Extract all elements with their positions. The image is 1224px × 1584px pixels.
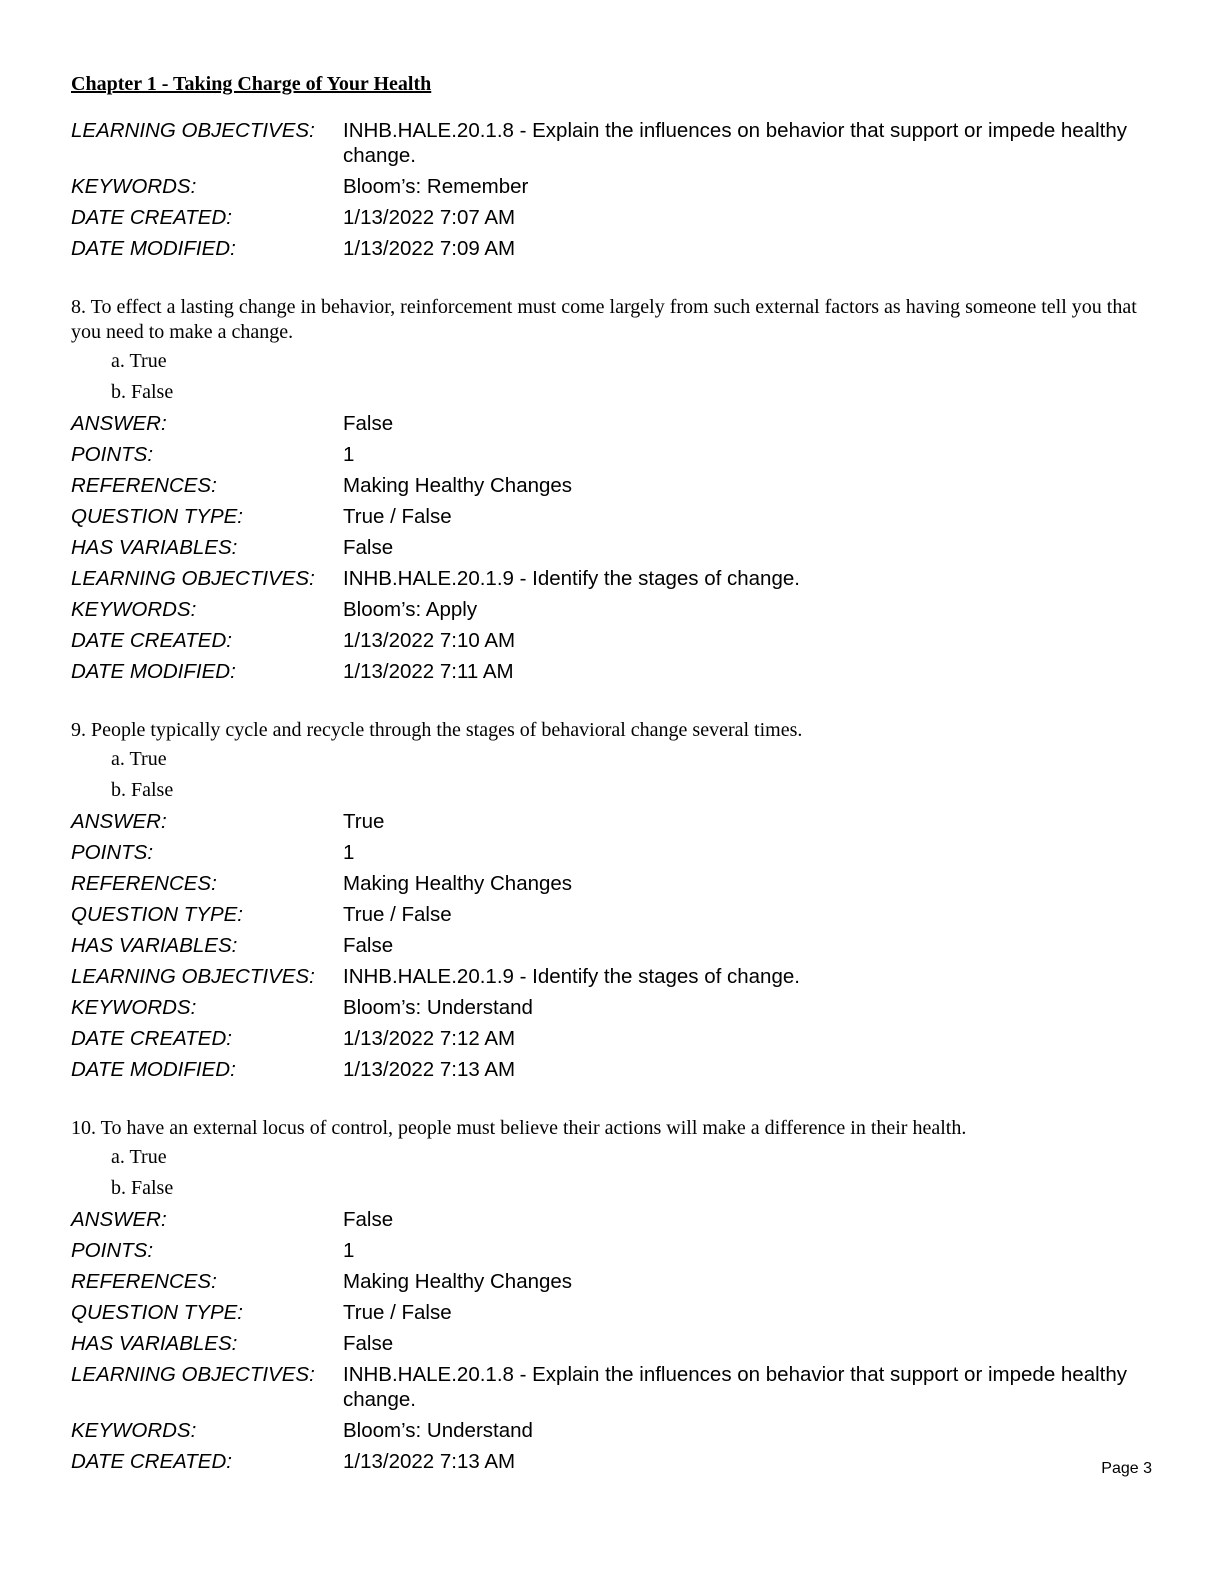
meta-value: 1/13/2022 7:13 AM bbox=[343, 1450, 516, 1473]
document-page bbox=[71, 72, 1153, 1480]
meta-row-date-created bbox=[71, 1026, 1153, 1051]
meta-row-references bbox=[71, 1269, 1153, 1294]
meta-value: 1/13/2022 7:11 AM bbox=[343, 660, 514, 683]
meta-label: ANSWER: bbox=[71, 412, 167, 435]
meta-row-date-created bbox=[71, 205, 1153, 230]
meta-label: POINTS: bbox=[71, 443, 154, 466]
meta-label: QUESTION TYPE: bbox=[71, 903, 243, 926]
meta-row-references bbox=[71, 871, 1153, 896]
meta-value: True / False bbox=[343, 903, 452, 926]
question-8 bbox=[71, 295, 1153, 684]
meta-value: 1/13/2022 7:07 AM bbox=[343, 206, 516, 229]
meta-label: DATE CREATED: bbox=[71, 206, 232, 229]
meta-row-learning-objectives bbox=[71, 566, 1153, 591]
meta-value: Bloom’s: Understand bbox=[343, 996, 533, 1019]
meta-value: Making Healthy Changes bbox=[343, 872, 573, 895]
meta-label: LEARNING OBJECTIVES: bbox=[71, 567, 315, 590]
meta-row-learning-objectives bbox=[71, 1362, 1153, 1412]
meta-label: KEYWORDS: bbox=[71, 175, 197, 198]
meta-value: True bbox=[343, 810, 385, 833]
meta-label: POINTS: bbox=[71, 841, 154, 864]
meta-row-question-type bbox=[71, 1300, 1153, 1325]
question-text: 9. People typically cycle and recycle through the stages of behavioral change several times. bbox=[71, 719, 803, 741]
prev-question-meta bbox=[71, 118, 1153, 261]
meta-row-has-variables bbox=[71, 535, 1153, 560]
question-9 bbox=[71, 718, 1153, 1082]
meta-value: INHB.HALE.20.1.8 - Explain the influences on behavior that support or impede healthy change. bbox=[343, 119, 1128, 167]
meta-value: 1/13/2022 7:10 AM bbox=[343, 629, 516, 652]
meta-label: HAS VARIABLES: bbox=[71, 1332, 238, 1355]
option-a: a. True bbox=[111, 1146, 167, 1168]
meta-row-points bbox=[71, 442, 1153, 467]
meta-label: DATE CREATED: bbox=[71, 1027, 232, 1050]
meta-label: ANSWER: bbox=[71, 810, 167, 833]
meta-label: REFERENCES: bbox=[71, 474, 217, 497]
meta-value: True / False bbox=[343, 505, 452, 528]
meta-value: INHB.HALE.20.1.9 - Identify the stages of change. bbox=[343, 965, 800, 988]
option-a: a. True bbox=[111, 350, 167, 372]
meta-value: False bbox=[343, 536, 394, 559]
meta-row-date-created bbox=[71, 628, 1153, 653]
meta-row-points bbox=[71, 840, 1153, 865]
meta-row-answer bbox=[71, 411, 1153, 436]
meta-value: Making Healthy Changes bbox=[343, 474, 573, 497]
meta-value: 1 bbox=[343, 443, 355, 466]
meta-label: DATE MODIFIED: bbox=[71, 660, 236, 683]
meta-row-date-modified bbox=[71, 659, 1153, 684]
meta-value: False bbox=[343, 1332, 394, 1355]
option-b: b. False bbox=[111, 1177, 174, 1199]
meta-row-answer bbox=[71, 809, 1153, 834]
meta-label: QUESTION TYPE: bbox=[71, 505, 243, 528]
meta-row-has-variables bbox=[71, 933, 1153, 958]
meta-row-learning-objectives bbox=[71, 964, 1153, 989]
meta-row-keywords bbox=[71, 174, 1153, 199]
option-b: b. False bbox=[111, 779, 174, 801]
meta-label: LEARNING OBJECTIVES: bbox=[71, 965, 315, 988]
meta-label: DATE CREATED: bbox=[71, 629, 232, 652]
option-a: a. True bbox=[111, 748, 167, 770]
meta-value: INHB.HALE.20.1.8 - Explain the influences on behavior that support or impede healthy change. bbox=[343, 1363, 1128, 1411]
meta-value: 1/13/2022 7:13 AM bbox=[343, 1058, 516, 1081]
meta-row-answer bbox=[71, 1207, 1153, 1232]
meta-row-date-modified bbox=[71, 236, 1153, 261]
meta-label: LEARNING OBJECTIVES: bbox=[71, 1363, 315, 1386]
meta-row-points bbox=[71, 1238, 1153, 1263]
meta-label: HAS VARIABLES: bbox=[71, 536, 238, 559]
meta-label: QUESTION TYPE: bbox=[71, 1301, 243, 1324]
meta-value: False bbox=[343, 412, 394, 435]
meta-value: Bloom’s: Remember bbox=[343, 175, 529, 198]
meta-row-question-type bbox=[71, 902, 1153, 927]
meta-value: False bbox=[343, 934, 394, 957]
meta-value: Making Healthy Changes bbox=[343, 1270, 573, 1293]
meta-row-references bbox=[71, 473, 1153, 498]
meta-row-date-created bbox=[71, 1449, 1153, 1474]
meta-value: True / False bbox=[343, 1301, 452, 1324]
page-number: Page 3 bbox=[1101, 1460, 1152, 1477]
meta-value: 1 bbox=[343, 841, 355, 864]
meta-label: REFERENCES: bbox=[71, 1270, 217, 1293]
question-text: 8. To effect a lasting change in behavior, reinforcement must come largely from such external factors as having someone tell you that you need to make a change. bbox=[71, 296, 1137, 343]
meta-label: REFERENCES: bbox=[71, 872, 217, 895]
meta-value: INHB.HALE.20.1.9 - Identify the stages of change. bbox=[343, 567, 800, 590]
meta-label: ANSWER: bbox=[71, 1208, 167, 1231]
meta-label: DATE CREATED: bbox=[71, 1450, 232, 1473]
meta-value: False bbox=[343, 1208, 394, 1231]
meta-value: 1/13/2022 7:09 AM bbox=[343, 237, 516, 260]
meta-row-keywords bbox=[71, 1418, 1153, 1443]
meta-value: 1 bbox=[343, 1239, 355, 1262]
meta-label: KEYWORDS: bbox=[71, 996, 197, 1019]
meta-row-learning-objectives bbox=[71, 118, 1153, 168]
meta-value: Bloom’s: Apply bbox=[343, 598, 478, 621]
meta-label: DATE MODIFIED: bbox=[71, 237, 236, 260]
meta-label: POINTS: bbox=[71, 1239, 154, 1262]
meta-label: KEYWORDS: bbox=[71, 598, 197, 621]
option-b: b. False bbox=[111, 381, 174, 403]
meta-value: Bloom’s: Understand bbox=[343, 1419, 533, 1442]
meta-row-keywords bbox=[71, 597, 1153, 622]
meta-label: HAS VARIABLES: bbox=[71, 934, 238, 957]
meta-label: KEYWORDS: bbox=[71, 1419, 197, 1442]
meta-value: 1/13/2022 7:12 AM bbox=[343, 1027, 516, 1050]
meta-row-date-modified bbox=[71, 1057, 1153, 1082]
question-10 bbox=[71, 1116, 1153, 1474]
meta-row-has-variables bbox=[71, 1331, 1153, 1356]
chapter-title: Chapter 1 - Taking Charge of Your Health bbox=[71, 73, 432, 95]
meta-label: DATE MODIFIED: bbox=[71, 1058, 236, 1081]
meta-row-keywords bbox=[71, 995, 1153, 1020]
meta-row-question-type bbox=[71, 504, 1153, 529]
question-text: 10. To have an external locus of control, people must believe their actions will make a difference in their health. bbox=[71, 1117, 967, 1139]
meta-label: LEARNING OBJECTIVES: bbox=[71, 119, 315, 142]
